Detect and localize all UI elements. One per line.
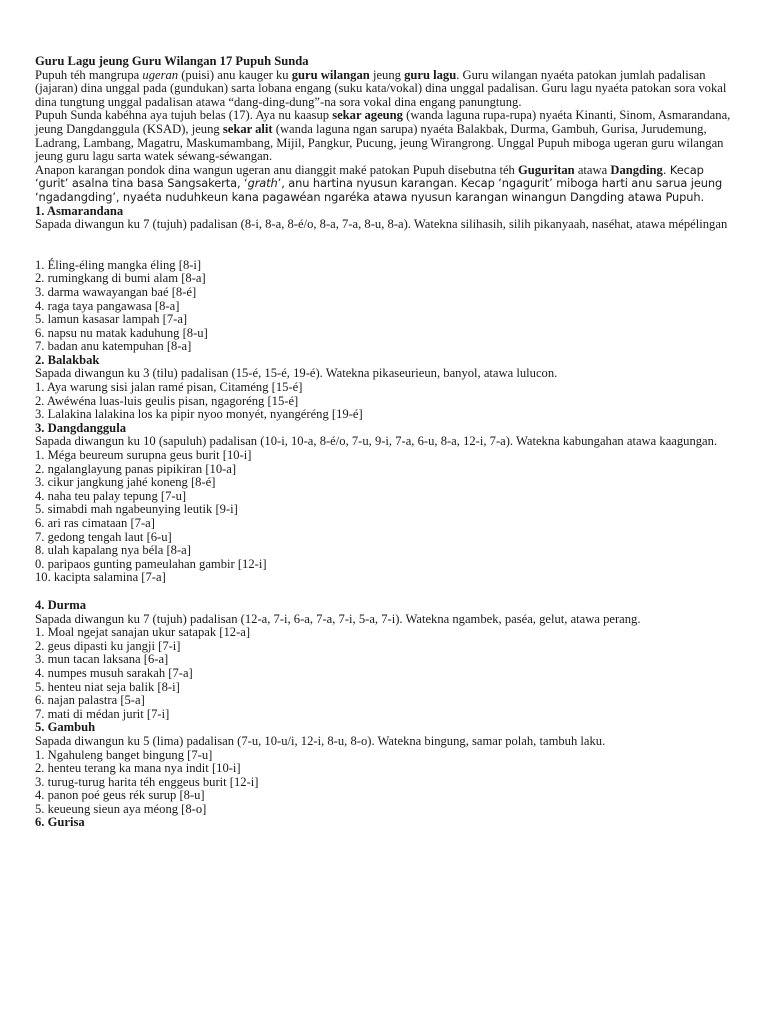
- section-heading: 5. Gambuh: [35, 720, 96, 735]
- verse-line: 1. Moal ngejat sanajan ukur satapak [12-a]: [35, 625, 251, 640]
- section-heading: 4. Durma: [35, 597, 87, 612]
- section-description: Sapada diwangun ku 7 (tujuh) padalisan (12-a, 7-i, 6-a, 7-a, 7-i, 5-a, 7-i). Watekna ngambek, paséa, gelut, atawa perang.: [35, 611, 641, 626]
- text-run: Anapon karangan pondok dina wangun ugeran anu dianggit maké patokan Pupuh disebutna téh: [35, 162, 518, 177]
- verse-line: 4. raga taya pangawasa [8-a]: [35, 298, 180, 313]
- verse-line: 0. paripaos gunting pameulahan gambir [12-i]: [35, 556, 267, 571]
- text-run: Pupuh Sunda kabéhna aya tujuh belas (17). Aya nu kaasup: [35, 108, 333, 123]
- verse-line: 3. mun tacan laksana [6-a]: [35, 652, 169, 667]
- verse-line: 4. naha teu palay tepung [7-u]: [35, 488, 187, 503]
- text-run: guru wilangan: [291, 67, 370, 82]
- section-heading: 2. Balakbak: [35, 352, 100, 367]
- text-run: . Kecap ‘gurit’ asalna tina basa Sangsakerta, ‘: [35, 162, 704, 191]
- section-description: Sapada diwangun ku 5 (lima) padalisan (7-u, 10-u/i, 12-i, 8-u, 8-o). Watekna bingung, samar polah, tambuh laku.: [35, 733, 606, 748]
- verse-line: 8. ulah kapalang nya béla [8-a]: [35, 543, 191, 558]
- pupuh-section: [35, 422, 735, 599]
- verse-line: 3. darma wawayangan baé [8-é]: [35, 284, 197, 299]
- text-run: guru lagu: [404, 67, 457, 82]
- section-heading: 3. Dangdanggula: [35, 420, 126, 435]
- section-heading: 1. Asmarandana: [35, 203, 124, 218]
- text-run: grath: [247, 176, 278, 191]
- verse-line: 5. henteu niat seja balik [8-i]: [35, 679, 180, 694]
- pupuh-section: [35, 721, 735, 816]
- document-body: [35, 55, 735, 830]
- verse-line: 5. simabdi mah ngabeunying leutik [9-i]: [35, 502, 238, 517]
- text-run: sekar ageung: [332, 108, 403, 123]
- text-run: (wanda laguna ngan sarupa) nyaéta Balakbak, Durma, Gambuh, Gurisa, Jurudemung, Ladrang, Lambang, Magatru, Maskumambang, Mijil, Pangkur, Pucung, jeung Wirangrong. Unggal Pupuh miboga ugeran guru wilangan jeung guru lagu sarta watek séwang-séwangan.: [35, 121, 724, 164]
- verse-line: 1. Aya warung sisi jalan ramé pisan, Citaméng [15-é]: [35, 380, 303, 395]
- text-run: jeung: [369, 67, 405, 82]
- verse-line: 6. ari ras cimataan [7-a]: [35, 516, 155, 530]
- verse-line: 4. numpes musuh sarakah [7-a]: [35, 665, 193, 680]
- text-run: (puisi) anu kauger ku: [178, 67, 292, 82]
- verse-line: 1. Éling-éling mangka éling [8-i]: [35, 257, 202, 272]
- text-run: . Guru wilangan nyaéta patokan jumlah padalisan (jajaran) dina unggal pada (gundukan) sarta lobana engang (suku kata/vokal) dina unggal padalisan. Guru lagu nyaéta patokan sora vokal dina tungtung unggal padalisan atawa “dang-ding-dung”-na sora vokal dina engang panungtung.: [35, 67, 727, 109]
- verse-line: 7. mati di médan jurit [7-i]: [35, 706, 170, 721]
- text-run: atawa: [574, 162, 611, 177]
- section-description: Sapada diwangun ku 10 (sapuluh) padalisan (10-i, 10-a, 8-é/o, 7-u, 9-i, 7-a, 6-u, 8-a, 12-i, 7-a). Watekna kabungahan atawa kaagungan.: [35, 434, 718, 449]
- verse-line: 2. henteu terang ka mana nya indit [10-i]: [35, 761, 241, 776]
- intro-paragraph-3: [35, 164, 735, 205]
- verse-line: 2. geus dipasti ku jangji [7-i]: [35, 638, 181, 653]
- verse-line: 5. lamun kasasar lampah [7-a]: [35, 312, 188, 327]
- text-run: sekar alit: [222, 121, 273, 136]
- verse-line: 3. cikur jangkung jahé koneng [8-é]: [35, 475, 216, 490]
- verse-line: 4. panon poé geus rék surup [8-u]: [35, 788, 205, 803]
- verse-line: 10. kacipta salamina [7-a]: [35, 570, 166, 585]
- verse-line: 3. turug-turug harita téh enggeus burit [12-i]: [35, 774, 259, 789]
- verse-line: 6. najan palastra [5-a]: [35, 693, 145, 708]
- verse-line: 3. Lalakina lalakina los ka pipir nyoo monyét, nyangéréng [19-é]: [35, 407, 363, 422]
- text-run: ugeran: [142, 67, 179, 82]
- verse-line: 7. badan anu katempuhan [8-a]: [35, 339, 192, 354]
- verse-line: 6. napsu nu matak kaduhung [8-u]: [35, 325, 208, 340]
- intro-paragraph-2: [35, 109, 735, 163]
- verse-line: 1. Méga beureum surupna geus burit [10-i]: [35, 448, 252, 463]
- section-heading: 6. Gurisa: [35, 815, 85, 830]
- section-description: Sapada diwangun ku 3 (tilu) padalisan (15-é, 15-é, 19-é). Watekna pikaseurieun, banyol, atawa lulucon.: [35, 366, 558, 381]
- verse-line: 2. ngalanglayung panas pipikiran [10-a]: [35, 461, 237, 476]
- text-run: Dangding: [610, 162, 663, 177]
- verse-line: 2. rumingkang di bumi alam [8-a]: [35, 271, 206, 286]
- verse-line: 5. keueung sieun aya méong [8-o]: [35, 801, 207, 816]
- pupuh-sections: [35, 205, 735, 831]
- pupuh-section: [35, 205, 735, 354]
- verse-line: 1. Ngahuleng banget bingung [7-u]: [35, 747, 213, 762]
- text-run: (wanda laguna rupa-rupa) nyaéta Kinanti, Sinom, Asmarandana, jeung Dangdanggula (KSAD), jeung: [35, 108, 731, 136]
- verse-line: 2. Awéwéna luas-luis geulis pisan, ngagoréng [15-é]: [35, 393, 299, 408]
- text-run: Guguritan: [518, 162, 575, 177]
- verse-line: 7. gedong tengah laut [6-u]: [35, 529, 172, 544]
- intro-paragraph-1: [35, 69, 735, 110]
- pupuh-section: [35, 354, 735, 422]
- pupuh-section: [35, 816, 735, 830]
- pupuh-section: [35, 599, 735, 721]
- document-title: Guru Lagu jeung Guru Wilangan 17 Pupuh Sunda: [35, 54, 309, 68]
- section-description: Sapada diwangun ku 7 (tujuh) padalisan (8-i, 8-a, 8-é/o, 8-a, 7-a, 8-u, 8-a). Watekna silihasih, silih pikanyaah, naséhat, atawa mépélingan: [35, 217, 728, 232]
- text-run: Pupuh téh mangrupa: [35, 67, 143, 82]
- text-run: ’, anu hartina nyusun karangan. Kecap ‘ngagurit’ miboga harti anu sarua jeung ‘ngadangding’, nyaéta nuduhkeun kana pagawéan ngaréka atawa nyusun karangan winangun Dangding atawa Pupuh.: [35, 176, 723, 204]
